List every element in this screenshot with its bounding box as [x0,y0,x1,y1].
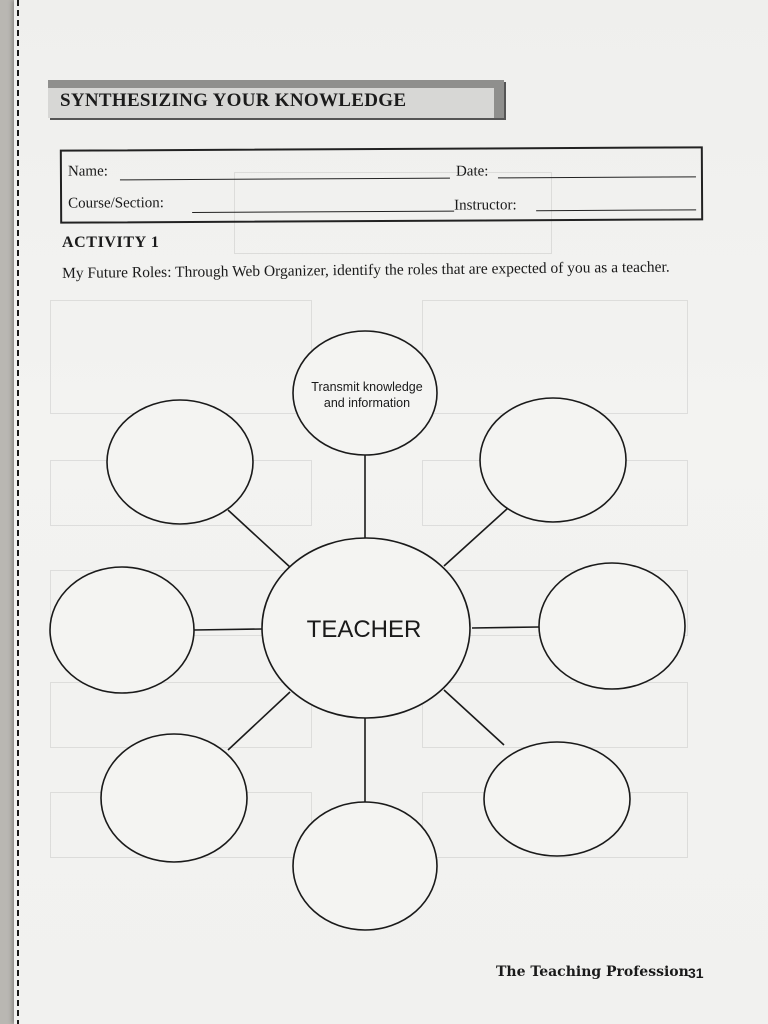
connector-line [194,629,262,630]
workbook-page [14,0,768,1024]
role-node-lower-right[interactable] [484,742,630,856]
connector-line [472,627,539,628]
name-label: Name: [67,163,108,180]
course-section-label: Course/Section: [68,195,164,212]
instructor-label: Instructor: [454,197,517,214]
role-node-upper-left[interactable] [107,400,253,524]
connector-line [228,692,290,750]
activity-heading: ACTIVITY 1 [62,234,160,251]
role-node-bottom[interactable] [293,802,437,930]
role-node-lower-left[interactable] [101,734,247,862]
page-number: 31 [688,965,704,981]
section-title: SYNTHESIZING YOUR KNOWLEDGE [60,90,407,111]
top-node-text-line1: Transmit knowledge [311,380,423,394]
role-node-left[interactable] [50,567,194,693]
activity-instructions: My Future Roles: Through Web Organizer, identify the roles that are expected of you as a teacher. [62,258,670,282]
center-node-label: TEACHER [306,616,422,643]
connector-line [444,508,508,566]
connector-line [228,510,291,568]
book-title: The Teaching Profession [496,964,689,980]
role-node-upper-right[interactable] [480,398,626,522]
connector-line [444,690,504,745]
web-organizer [14,0,768,1024]
role-node-right[interactable] [539,563,685,689]
date-label: Date: [455,163,489,180]
top-node-text-line2: and information [323,396,411,410]
